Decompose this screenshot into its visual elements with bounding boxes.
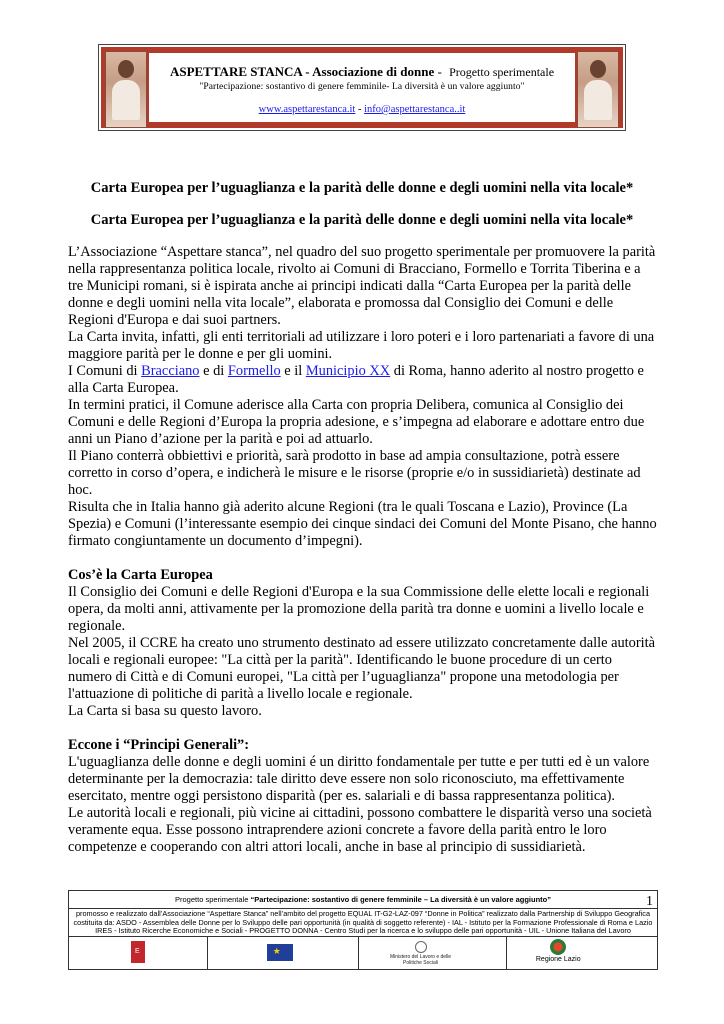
- equal-logo-icon: E: [131, 941, 145, 963]
- page-footer: [68, 890, 658, 970]
- section1-paragraph-1: Il Consiglio dei Comuni e delle Regioni d'Europa e la sua Commissione delle elette locali e regionali opera, da molti anni, attivamente per la promozione della parità tra donne e uomini a livello locale e regionale.: [68, 584, 650, 634]
- portrait-image-left: [105, 51, 147, 128]
- section2-paragraph-2: Le autorità locali e regionali, più vicine ai cittadini, possono combattere le disparità verso una società veramente equa. Esse possono intraprendere azioni concrete a favore della parità entro le loro competenze e cooperando con altri attori locali, anche in base al principio di sussidiarietà.: [68, 805, 652, 855]
- project-subtitle: "Partecipazione: sostantivo di genere femminile- La diversità è un valore aggiunto": [199, 82, 525, 92]
- footer-project-line: Progetto sperimentale “Partecipazione: sostantivo di genere femminile – La diversità è un valore aggiunto”: [69, 891, 657, 909]
- ministry-logo-icon: Ministero del Lavoro e delle Politiche Sociali: [381, 941, 461, 966]
- intro-paragraph-6: Risulta che in Italia hanno già aderito alcune Regioni (tra le quali Toscana e Lazio), Province (La Spezia) e Comuni (l’interessante esempio dei cinque sindaci dei Comuni del Monte Pisano, che hanno firmato congiuntamente un documento d’impegni).: [68, 499, 657, 549]
- eu-flag-icon: ★: [267, 944, 293, 961]
- org-name: ASPETTARE STANCA - Associazione di donne: [169, 64, 435, 79]
- intro-paragraph-2: La Carta invita, infatti, gli enti territoriali ad utilizzare i loro poteri e i loro partenariati a favore di una maggiore parità per le donne e per gli uomini.: [68, 329, 655, 362]
- document-title: Carta Europea per l’uguaglianza e la parità delle donne e degli uomini nella vita locale*: [90, 180, 634, 196]
- formello-link[interactable]: Formello: [227, 363, 281, 379]
- section-heading-cose: Cos’è la Carta Europea: [68, 567, 213, 583]
- municipio-xx-link[interactable]: Municipio XX: [305, 363, 391, 379]
- regione-lazio-logo-icon: Regione Lazio: [533, 939, 583, 963]
- section1-paragraph-2: Nel 2005, il CCRE ha creato uno strumento destinato ad essere utilizzato concretamente dalle autorità locali e regionali europee: "La città per la parità". Identificando le buone procedure di un certo numero di Città e di Comuni europei, "La città per l’uguaglianza" propone una metodologia per l'attuazione di politiche di parità a livello locale e regionale.: [68, 635, 656, 702]
- letterhead: [98, 44, 626, 131]
- logo-cell-1: [69, 937, 208, 969]
- letterhead-org-line: ASPETTARE STANCA - Associazione di donne - Progetto sperimentale: [169, 64, 555, 79]
- letterhead-text-area: [149, 53, 575, 122]
- intro-paragraph-3: I Comuni di Bracciano e di Formello e il Municipio XX di Roma, hanno aderito al nostro progetto e alla Carta Europea.: [68, 363, 644, 396]
- website-link[interactable]: www.aspettarestanca.it: [258, 104, 356, 115]
- email-link[interactable]: info@aspettarestanca..it: [364, 104, 466, 115]
- intro-paragraph-4: In termini pratici, il Comune aderisce alla Carta con propria Delibera, comunica al Consiglio dei Comuni e delle Regioni d’Europa la propria adesione, e s’impegna ad elaborare e adottare entro due anni un Piano d’azione per la parità e poi ad attuarlo.: [68, 397, 645, 447]
- section-heading-principi: Eccone i “Principi Generali”:: [68, 737, 250, 753]
- logo-cell-3: [359, 937, 508, 969]
- footer-partnership-text: promosso e realizzato dall’Associazione “Aspettare Stanca” nell’ambito del progetto EQUAL IT-G2-LAZ-097 “Donne in Politica” realizzato dalla Partnership di Sviluppo Geografica costituita da: ASDO - Assemblea delle Donne per lo Sviluppo delle pari opportunità (in qualità di soggetto referente) - IAL - Istituto per la Formazione Professionale di Roma e Lazio IRES - Istituto Ricerche Economiche e Sociali - PROGETTO DONNA - Centro Studi per la ricerca e lo sviluppo delle pari opportunità - UIL - Unione Italiana del Lavoro: [69, 909, 657, 937]
- document-title-repeat: Carta Europea per l’uguaglianza e la parità delle donne e degli uomini nella vita locale*: [90, 212, 634, 228]
- portrait-image-right: [577, 51, 619, 128]
- contact-links: www.aspettarestanca.it - info@aspettarestanca..it: [258, 104, 466, 115]
- intro-paragraph-1: L’Associazione “Aspettare stanca”, nel quadro del suo progetto sperimentale per promuovere la parità nella rappresentanza politica locale, rivolto ai Comuni di Bracciano, Formello e Torrita Tiberina e a tre Municipi romani, si è ispirata anche ai principi indicati dalla “Carta Europea per la parità delle donne e degli uomini nella vita locale”, elaborata e promossa dal Consiglio dei Comuni e delle Regioni d'Europa e dai suoi partners.: [68, 244, 656, 328]
- section1-paragraph-3: La Carta si basa su questo lavoro.: [68, 703, 262, 719]
- intro-paragraph-5: Il Piano conterrà obbiettivi e priorità, sarà prodotto in base ad ampia consultazione, potrà essere corretto in corso d’opera, e indicherà le misure e le risorse (proprie e/o in sussidiarietà) destinate ad hoc.: [68, 448, 641, 498]
- bracciano-link[interactable]: Bracciano: [141, 363, 200, 379]
- letterhead-frame: [101, 47, 623, 128]
- footer-logos-row: [69, 937, 657, 969]
- logo-cell-4: [507, 937, 657, 969]
- page-number: 1: [646, 894, 653, 909]
- logo-cell-2: [208, 937, 359, 969]
- project-label: Progetto sperimentale: [449, 65, 555, 79]
- main-content: [68, 244, 658, 856]
- section2-paragraph-1: L'uguaglianza delle donne e degli uomini é un diritto fondamentale per tutte e per tutti ed è un valore determinante per la democrazia: tale diritto deve essere non solo riconosciuto, ma effettivamente esercitato, mentre oggi persistono disparità (per es. salariali e di bassa rappresentanza politica).: [68, 754, 650, 804]
